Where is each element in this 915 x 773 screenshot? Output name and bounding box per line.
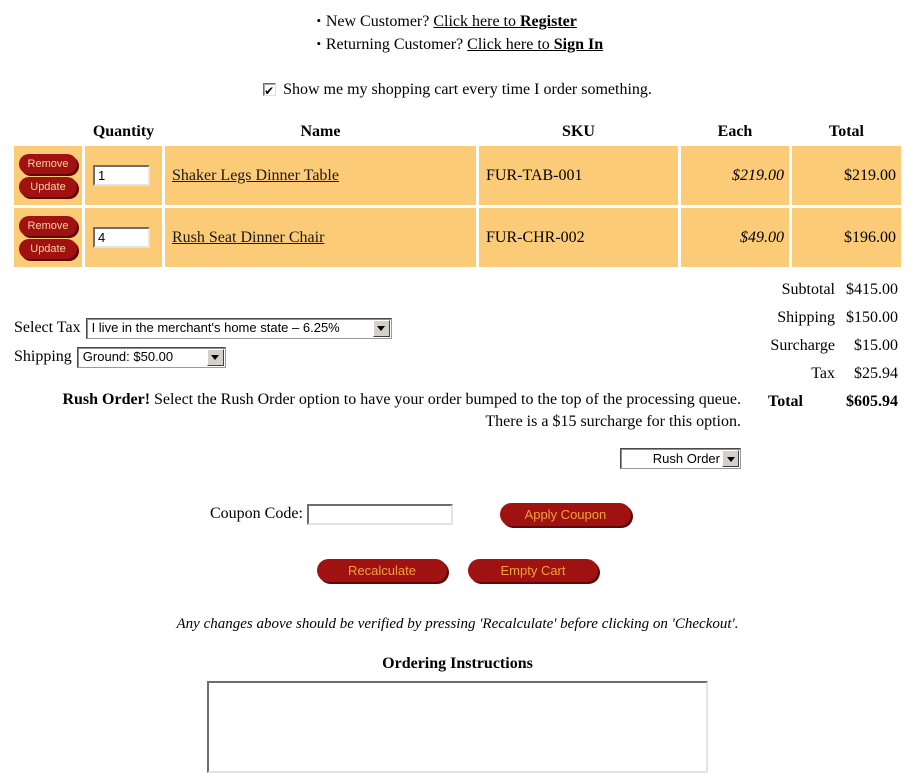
- cart-table-header-row: [14, 120, 901, 143]
- shipping-row: [0, 345, 745, 369]
- tax-select-value: I live in the merchant's home state – 6.25%: [91, 320, 340, 336]
- quantity-cell: [85, 146, 162, 205]
- returning-customer-text: Returning Customer?: [325, 36, 468, 53]
- header-total: Total: [829, 122, 864, 140]
- coupon-row: [0, 502, 915, 526]
- grand-total-row: [745, 388, 898, 416]
- shipping-total-label: Shipping: [777, 309, 835, 326]
- header-actions: [14, 120, 82, 143]
- bullet-icon: •: [316, 36, 322, 51]
- rush-select-row: [0, 448, 745, 469]
- tax-row: [0, 316, 745, 340]
- sign-in-link[interactable]: [467, 36, 603, 53]
- register-link-plain: Click here to: [433, 13, 520, 30]
- shipping-select-value: Ground: $50.00: [82, 349, 174, 365]
- rush-order-bold: Rush Order!: [62, 391, 151, 408]
- grand-total-label: Total: [768, 393, 803, 410]
- total-value: $196.00: [844, 228, 896, 246]
- total-cell: [792, 146, 901, 205]
- rush-order-select[interactable]: [620, 448, 741, 469]
- apply-coupon-button[interactable]: Apply Coupon: [500, 503, 631, 526]
- name-cell: [165, 208, 476, 267]
- sku-cell: [479, 146, 678, 205]
- totals-row: [745, 304, 898, 332]
- tax-label: Select Tax: [14, 319, 81, 336]
- update-button[interactable]: Update: [19, 177, 77, 197]
- register-link[interactable]: [433, 13, 577, 30]
- shipping-total-value: $150.00: [846, 309, 898, 326]
- subtotal-label: Subtotal: [781, 281, 835, 298]
- cart-table: [11, 117, 904, 270]
- rush-order-text: Select the Rush Order option to have your order bumped to the top of the processing queue. There is a $15 surcharge for this option.: [150, 391, 741, 430]
- item-link[interactable]: Shaker Legs Dinner Table: [172, 166, 339, 184]
- tax-select[interactable]: [86, 318, 392, 339]
- quantity-input[interactable]: [93, 165, 150, 186]
- new-customer-line: [312, 10, 603, 33]
- quantity-input[interactable]: [93, 227, 150, 248]
- rush-order-select-value: Rush Order: [652, 451, 720, 466]
- sku-value: FUR-TAB-001: [486, 166, 583, 184]
- below-table-area: [0, 276, 915, 469]
- each-value: $49.00: [740, 228, 784, 246]
- totals-row: [745, 332, 898, 360]
- chevron-down-icon[interactable]: [722, 450, 739, 467]
- update-button[interactable]: Update: [19, 239, 77, 259]
- header-name: Name: [300, 122, 341, 140]
- new-customer-text: New Customer?: [325, 13, 434, 30]
- header-each: Each: [717, 122, 753, 140]
- row-actions-cell: [14, 146, 82, 205]
- totals-column: [745, 276, 915, 469]
- header-quantity: Quantity: [92, 122, 155, 140]
- tax-shipping-column: [0, 276, 745, 469]
- ordering-instructions-textarea[interactable]: [207, 681, 708, 773]
- totals-row: [745, 276, 898, 304]
- totals-row: [745, 360, 898, 388]
- checkmark-icon: ✔: [264, 84, 275, 98]
- shipping-label: Shipping: [14, 348, 72, 365]
- coupon-code-input[interactable]: [307, 504, 453, 525]
- subtotal-value: $415.00: [846, 281, 898, 298]
- top-links: [0, 0, 915, 56]
- cart-actions-row: [0, 559, 915, 582]
- cart-pref-row: [0, 80, 915, 100]
- returning-customer-line: [312, 33, 603, 56]
- sign-in-link-bold: Sign In: [553, 36, 604, 53]
- item-link[interactable]: Rush Seat Dinner Chair: [172, 228, 325, 246]
- bullet-icon: •: [316, 13, 322, 28]
- totals-table: [745, 276, 898, 416]
- each-value: $219.00: [732, 166, 784, 184]
- row-actions-cell: [14, 208, 82, 267]
- ordering-instructions-heading: Ordering Instructions: [382, 655, 533, 672]
- cart-row: [14, 146, 901, 205]
- total-cell: [792, 208, 901, 267]
- sign-in-link-plain: Click here to: [467, 36, 554, 53]
- grand-total-value: $605.94: [846, 393, 898, 410]
- name-cell: [165, 146, 476, 205]
- total-value: $219.00: [844, 166, 896, 184]
- recalculate-button[interactable]: Recalculate: [317, 559, 447, 582]
- sku-value: FUR-CHR-002: [486, 228, 585, 246]
- empty-cart-button[interactable]: Empty Cart: [468, 559, 598, 582]
- remove-button[interactable]: Remove: [19, 154, 77, 174]
- cart-pref-label: Show me my shopping cart every time I order something.: [283, 81, 652, 98]
- show-cart-checkbox[interactable]: [263, 83, 276, 96]
- remove-button[interactable]: Remove: [19, 216, 77, 236]
- coupon-label: Coupon Code:: [210, 505, 303, 522]
- rush-order-paragraph: [0, 389, 745, 433]
- recalculate-note: Any changes above should be verified by pressing 'Recalculate' before clicking on 'Checkout'.: [176, 616, 739, 632]
- chevron-down-icon[interactable]: [207, 349, 224, 366]
- tax-total-label: Tax: [811, 365, 835, 382]
- tax-total-value: $25.94: [854, 365, 898, 382]
- each-cell: [681, 146, 789, 205]
- surcharge-value: $15.00: [854, 337, 898, 354]
- register-link-bold: Register: [520, 13, 577, 30]
- chevron-down-icon[interactable]: [373, 320, 390, 337]
- header-sku: SKU: [562, 122, 595, 140]
- surcharge-label: Surcharge: [770, 337, 835, 354]
- each-cell: [681, 208, 789, 267]
- quantity-cell: [85, 208, 162, 267]
- cart-row: [14, 208, 901, 267]
- shipping-select[interactable]: [77, 347, 226, 368]
- sku-cell: [479, 208, 678, 267]
